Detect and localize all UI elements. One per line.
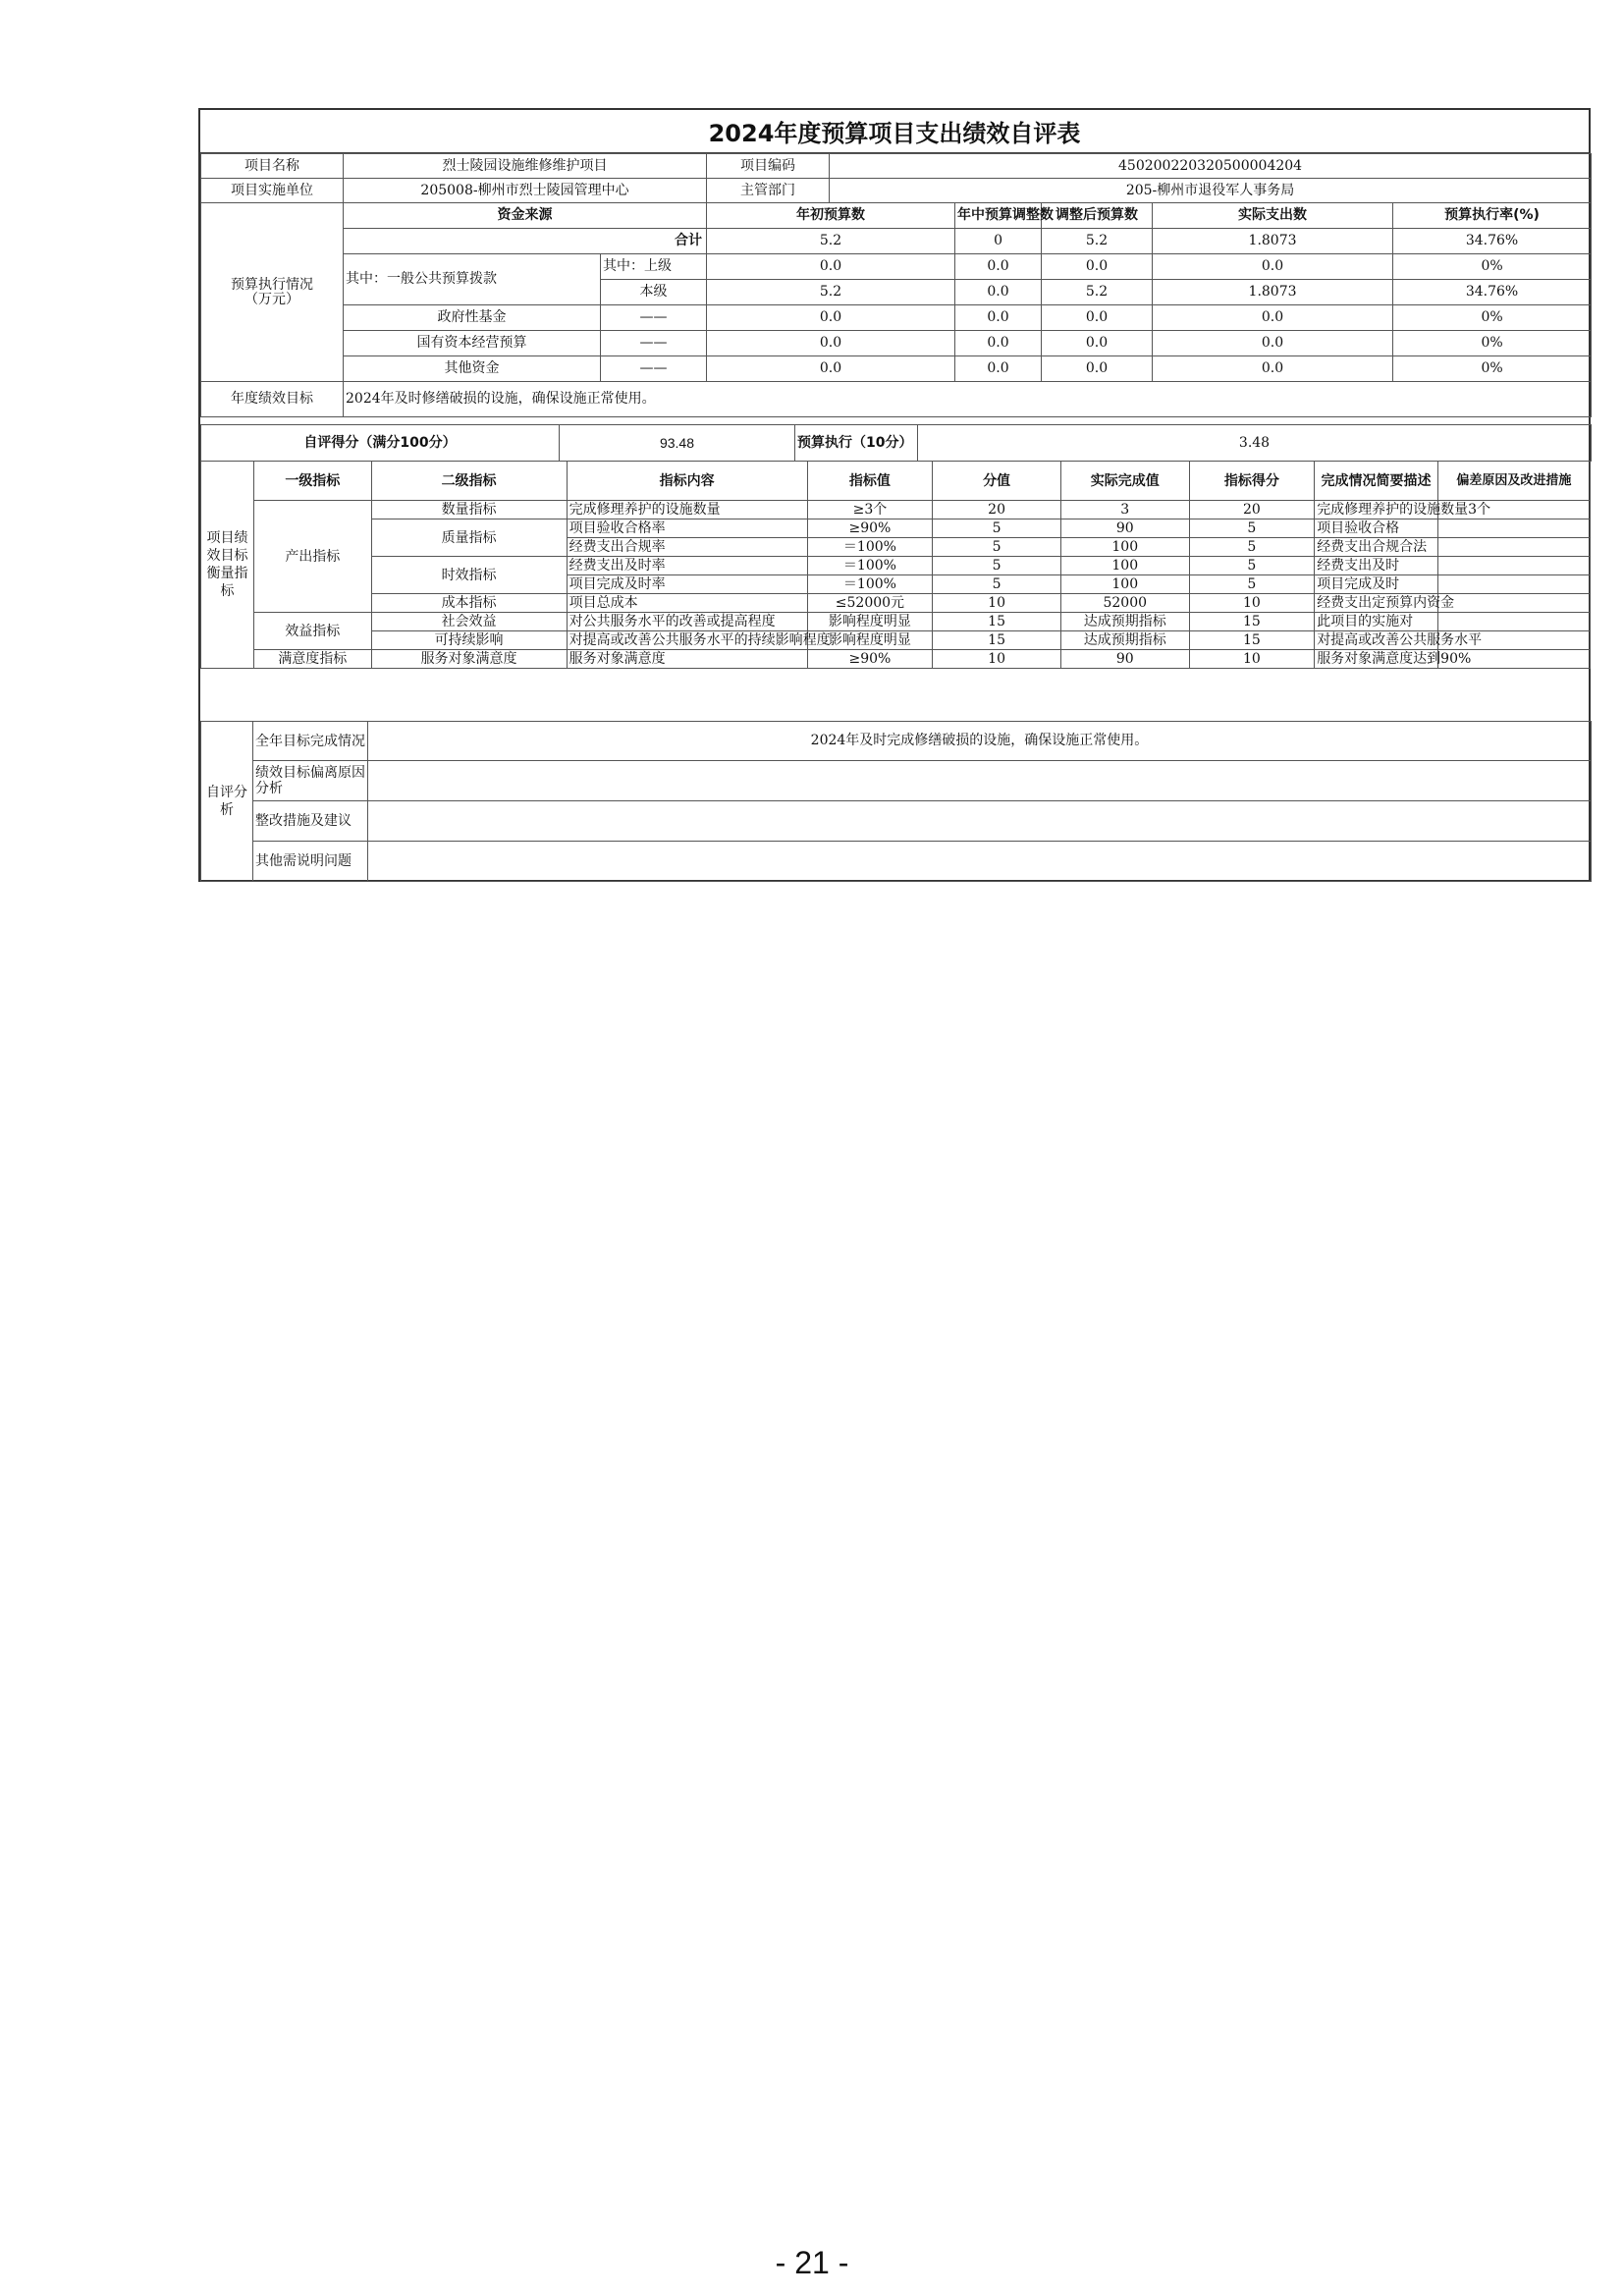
budget-row-fund [201, 305, 1592, 331]
indicator-actual: 3 [1060, 501, 1189, 519]
level1-benefit: 效益指标 [254, 613, 371, 650]
indicator-content: 经费支出及时率 [567, 557, 807, 575]
indicator-weight: 5 [933, 557, 1061, 575]
budget-row-total [201, 229, 1592, 254]
analysis-label: 整改措施及建议 [253, 801, 368, 842]
budget-row-label: 其他资金 [344, 356, 601, 382]
indicator-desc: 项目验收合格 [1315, 519, 1438, 538]
indicator-target: 影响程度明显 [807, 631, 933, 650]
indicator-header: 完成情况简要描述 [1315, 462, 1438, 501]
project-name: 烈士陵园设施维修维护项目 [344, 154, 707, 179]
indicator-desc: 经费支出合规合法 [1315, 538, 1438, 557]
budget-cell: 0% [1393, 331, 1592, 356]
indicator-score: 20 [1189, 501, 1315, 519]
indicator-score: 15 [1189, 613, 1315, 631]
indicator-row [201, 501, 1591, 519]
indicator-header: 指标得分 [1189, 462, 1315, 501]
budget-cell: 0.0 [1153, 331, 1393, 356]
budget-dash: —— [601, 356, 707, 382]
budget-cell: 34.76% [1393, 280, 1592, 305]
indicator-actual: 52000 [1060, 594, 1189, 613]
indicator-actual: 90 [1060, 519, 1189, 538]
indicator-row [201, 519, 1591, 538]
indicator-table [200, 461, 1591, 669]
indicator-row [201, 613, 1591, 631]
project-dept-label: 主管部门 [707, 179, 830, 203]
indicator-content: 完成修理养护的设施数量 [567, 501, 807, 519]
budget-row-label: 本级 [601, 280, 707, 305]
indicator-desc: 完成修理养护的设施数量3个 [1315, 501, 1438, 519]
budget-cell: 0 [955, 229, 1042, 254]
budget-cell: 1.8073 [1153, 280, 1393, 305]
indicator-header: 二级指标 [371, 462, 567, 501]
budget-section-label: 预算执行情况 （万元） [201, 203, 344, 382]
indicator-content: 对提高或改善公共服务水平的持续影响程度 [567, 631, 807, 650]
indicator-header: 一级指标 [254, 462, 371, 501]
indicator-row [201, 650, 1591, 669]
analysis-text [368, 761, 1592, 801]
indicator-target: 影响程度明显 [807, 613, 933, 631]
score-exec-value: 3.48 [918, 425, 1592, 462]
indicator-weight: 10 [933, 650, 1061, 669]
budget-row-label: 国有资本经营预算 [344, 331, 601, 356]
budget-row-superior [201, 254, 1592, 280]
budget-cell: 0.0 [707, 254, 955, 280]
budget-header-adjust: 年中预算调整数 [955, 203, 1042, 229]
budget-cell: 0.0 [955, 305, 1042, 331]
indicator-actual: 100 [1060, 557, 1189, 575]
level1-output: 产出指标 [254, 501, 371, 613]
indicator-weight: 15 [933, 613, 1061, 631]
budget-cell: 0.0 [1042, 254, 1153, 280]
budget-cell: 0.0 [1153, 305, 1393, 331]
budget-cell: 0% [1393, 356, 1592, 382]
indicator-content: 对公共服务水平的改善或提高程度 [567, 613, 807, 631]
indicator-score: 10 [1189, 650, 1315, 669]
budget-cell: 5.2 [1042, 229, 1153, 254]
analysis-text [368, 842, 1592, 882]
indicator-actual: 达成预期指标 [1060, 613, 1189, 631]
indicator-reason [1437, 557, 1590, 575]
budget-row-label: 合计 [344, 229, 707, 254]
level2-label: 时效指标 [371, 557, 567, 594]
level1-satisfaction: 满意度指标 [254, 650, 371, 669]
indicator-target: ≥3个 [807, 501, 933, 519]
budget-cell: 0.0 [955, 280, 1042, 305]
budget-header-actual: 实际支出数 [1153, 203, 1393, 229]
indicator-row [201, 631, 1591, 650]
indicator-reason [1437, 594, 1590, 613]
budget-cell: 0.0 [1153, 254, 1393, 280]
analysis-table [200, 721, 1592, 882]
indicator-score: 5 [1189, 575, 1315, 594]
indicator-header: 指标内容 [567, 462, 807, 501]
budget-row-state-capital [201, 331, 1592, 356]
budget-cell: 1.8073 [1153, 229, 1393, 254]
budget-cell: 0.0 [1042, 356, 1153, 382]
indicator-desc: 经费支出定预算内资金 [1315, 594, 1438, 613]
budget-header-adjusted: 调整后预算数 [1042, 203, 1153, 229]
indicator-reason [1437, 613, 1590, 631]
indicator-target: ≤52000元 [807, 594, 933, 613]
goal-label: 年度绩效目标 [201, 382, 344, 417]
score-exec-label: 预算执行（10分） [795, 425, 918, 462]
indicator-score: 5 [1189, 557, 1315, 575]
goal-text: 2024年及时修缮破损的设施，确保设施正常使用。 [344, 382, 1592, 417]
project-code: 450200220320500004204 [830, 154, 1592, 179]
budget-header-source: 资金来源 [344, 203, 707, 229]
evaluation-sheet [198, 108, 1591, 882]
indicator-score: 15 [1189, 631, 1315, 650]
analysis-label: 全年目标完成情况 [253, 722, 368, 761]
budget-header-rate: 预算执行率(%) [1393, 203, 1592, 229]
analysis-text [368, 801, 1592, 842]
budget-cell: 0.0 [955, 254, 1042, 280]
budget-cell: 0.0 [707, 356, 955, 382]
indicator-actual: 100 [1060, 538, 1189, 557]
indicator-content: 项目完成及时率 [567, 575, 807, 594]
indicator-desc: 经费支出及时 [1315, 557, 1438, 575]
indicator-content: 服务对象满意度 [567, 650, 807, 669]
indicator-target: ≥90% [807, 519, 933, 538]
indicator-desc: 项目完成及时 [1315, 575, 1438, 594]
indicator-desc: 服务对象满意度达到90% [1315, 650, 1438, 669]
indicator-content: 经费支出合规率 [567, 538, 807, 557]
indicator-actual: 100 [1060, 575, 1189, 594]
indicator-weight: 15 [933, 631, 1061, 650]
indicator-target: ≥90% [807, 650, 933, 669]
score-table [200, 424, 1592, 462]
score-value: 93.48 [560, 425, 795, 462]
project-name-label: 项目名称 [201, 154, 344, 179]
indicator-reason [1437, 538, 1590, 557]
indicator-header: 指标值 [807, 462, 933, 501]
budget-cell: 5.2 [707, 280, 955, 305]
indicator-reason [1437, 519, 1590, 538]
budget-general-label: 其中：一般公共预算拨款 [344, 254, 601, 305]
page-title: 2024年度预算项目支出绩效自评表 [200, 110, 1589, 153]
budget-header-initial: 年初预算数 [707, 203, 955, 229]
indicator-header: 实际完成值 [1060, 462, 1189, 501]
indicator-weight: 10 [933, 594, 1061, 613]
budget-row-label: 其中：上级 [601, 254, 707, 280]
budget-cell: 0.0 [1042, 305, 1153, 331]
page-number: - 21 - [775, 2245, 849, 2280]
budget-row-other [201, 356, 1592, 382]
budget-dash: —— [601, 305, 707, 331]
indicator-weight: 5 [933, 575, 1061, 594]
project-unit-label: 项目实施单位 [201, 179, 344, 203]
project-unit: 205008-柳州市烈士陵园管理中心 [344, 179, 707, 203]
indicator-weight: 5 [933, 519, 1061, 538]
budget-cell: 0.0 [1042, 331, 1153, 356]
indicator-reason [1437, 575, 1590, 594]
level2-label: 社会效益 [371, 613, 567, 631]
level2-label: 数量指标 [371, 501, 567, 519]
budget-table [200, 153, 1592, 417]
indicator-target: ＝100% [807, 557, 933, 575]
indicator-content: 项目验收合格率 [567, 519, 807, 538]
indicator-target: ＝100% [807, 575, 933, 594]
budget-cell: 34.76% [1393, 229, 1592, 254]
analysis-text: 2024年及时完成修缮破损的设施，确保设施正常使用。 [368, 722, 1592, 761]
budget-cell: 0.0 [1153, 356, 1393, 382]
indicator-desc: 此项目的实施对 [1315, 613, 1438, 631]
budget-cell: 0.0 [707, 305, 955, 331]
indicator-row [201, 594, 1591, 613]
indicator-actual: 达成预期指标 [1060, 631, 1189, 650]
indicator-target: ＝100% [807, 538, 933, 557]
budget-cell: 0.0 [955, 356, 1042, 382]
indicator-score: 5 [1189, 519, 1315, 538]
budget-cell: 5.2 [707, 229, 955, 254]
analysis-section-label: 自评分析 [201, 722, 253, 882]
indicator-desc: 对提高或改善公共服务水平 [1315, 631, 1438, 650]
indicator-header: 分值 [933, 462, 1061, 501]
budget-row-label: 政府性基金 [344, 305, 601, 331]
budget-cell: 0% [1393, 254, 1592, 280]
budget-cell: 0.0 [955, 331, 1042, 356]
analysis-label: 其他需说明问题 [253, 842, 368, 882]
analysis-label: 绩效目标偏离原因分析 [253, 761, 368, 801]
level2-label: 服务对象满意度 [371, 650, 567, 669]
indicator-weight: 5 [933, 538, 1061, 557]
score-label: 自评得分（满分100分） [201, 425, 560, 462]
indicator-section-label: 项目绩效目标衡量指标 [201, 462, 254, 669]
indicator-weight: 20 [933, 501, 1061, 519]
indicator-actual: 90 [1060, 650, 1189, 669]
indicator-score: 5 [1189, 538, 1315, 557]
budget-cell: 0% [1393, 305, 1592, 331]
project-dept: 205-柳州市退役军人事务局 [830, 179, 1592, 203]
budget-dash: —— [601, 331, 707, 356]
budget-cell: 5.2 [1042, 280, 1153, 305]
level2-label: 成本指标 [371, 594, 567, 613]
level2-label: 可持续影响 [371, 631, 567, 650]
level2-label: 质量指标 [371, 519, 567, 557]
indicator-row [201, 557, 1591, 575]
budget-cell: 0.0 [707, 331, 955, 356]
indicator-header: 偏差原因及改进措施 [1437, 462, 1590, 501]
project-code-label: 项目编码 [707, 154, 830, 179]
indicator-score: 10 [1189, 594, 1315, 613]
indicator-content: 项目总成本 [567, 594, 807, 613]
